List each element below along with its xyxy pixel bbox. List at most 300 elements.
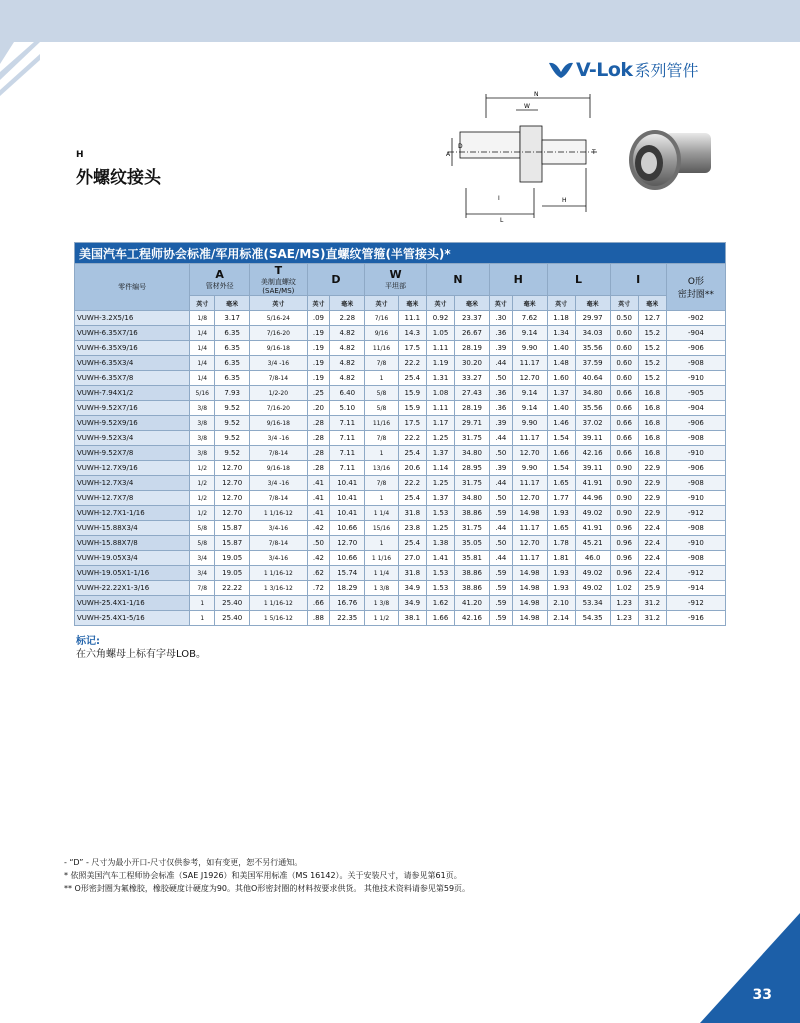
table-cell: .28 <box>307 446 330 461</box>
table-cell: 16.76 <box>330 596 365 611</box>
part-number-header: 零件编号 <box>75 264 190 311</box>
table-cell: .50 <box>307 536 330 551</box>
table-cell: .20 <box>307 401 330 416</box>
table-cell: 1/4 <box>190 371 215 386</box>
table-cell: .88 <box>307 611 330 626</box>
technical-drawing <box>438 88 608 228</box>
table-cell: 1.31 <box>426 371 454 386</box>
table-cell: .19 <box>307 326 330 341</box>
table-cell: 1 3/8 <box>365 596 399 611</box>
table-cell: 1.23 <box>610 611 638 626</box>
table-row <box>75 551 726 566</box>
dim-l-label: L <box>500 217 504 224</box>
table-cell: 22.35 <box>330 611 365 626</box>
table-cell: 0.60 <box>610 326 638 341</box>
table-row <box>75 611 726 626</box>
col-header-h: H <box>489 264 547 296</box>
table-cell: .25 <box>307 386 330 401</box>
table-cell: .28 <box>307 431 330 446</box>
table-cell: 1 <box>365 446 399 461</box>
table-cell: 5/8 <box>190 521 215 536</box>
table-cell: 0.60 <box>610 356 638 371</box>
table-cell: 31.2 <box>638 596 666 611</box>
table-cell: 1/2 <box>190 461 215 476</box>
table-cell: 0.66 <box>610 431 638 446</box>
table-cell: 35.81 <box>455 551 490 566</box>
table-cell: .41 <box>307 476 330 491</box>
table-cell: .59 <box>489 611 512 626</box>
table-cell: 12.70 <box>330 536 365 551</box>
part-number-cell: VUWH-9.52X7/8 <box>75 446 190 461</box>
table-cell: 1 5/16-12 <box>250 611 308 626</box>
table-row <box>75 476 726 491</box>
part-number-cell: VUWH-9.52X9/16 <box>75 416 190 431</box>
table-cell: -910 <box>666 446 725 461</box>
table-cell: 1.60 <box>547 371 575 386</box>
table-cell: 14.3 <box>398 326 426 341</box>
table-cell: 7/8-14 <box>250 371 308 386</box>
table-cell: 6.35 <box>215 326 250 341</box>
table-cell: -902 <box>666 311 725 326</box>
table-cell: .36 <box>489 386 512 401</box>
col-header-t: T 美制直螺纹 (SAE/MS) <box>250 264 308 296</box>
table-cell: 34.80 <box>455 491 490 506</box>
table-cell: 33.27 <box>455 371 490 386</box>
table-cell: 1 <box>365 536 399 551</box>
table-cell: 2.10 <box>547 596 575 611</box>
table-cell: 4.82 <box>330 341 365 356</box>
table-cell: -912 <box>666 566 725 581</box>
table-row <box>75 431 726 446</box>
unit-mm: 毫米 <box>330 296 365 311</box>
table-cell: 38.86 <box>455 566 490 581</box>
table-cell: 42.16 <box>455 611 490 626</box>
unit-mm: 毫米 <box>575 296 610 311</box>
table-cell: 9.90 <box>512 341 547 356</box>
table-cell: 3/4 -16 <box>250 431 308 446</box>
table-cell: 10.41 <box>330 476 365 491</box>
table-cell: 1/4 <box>190 326 215 341</box>
table-cell: 15.87 <box>215 521 250 536</box>
table-cell: 12.70 <box>215 461 250 476</box>
table-cell: 11.17 <box>512 356 547 371</box>
part-number-cell: VUWH-9.52X3/4 <box>75 431 190 446</box>
footnote: ** O形密封圈为氟橡胶，橡胶硬度计硬度为90。其他O形密封圈的材料按要求供货。 其他技术资料请参见第59页。 <box>64 884 471 893</box>
table-cell: .62 <box>307 566 330 581</box>
table-cell: 1.41 <box>426 551 454 566</box>
table-cell: 31.8 <box>398 566 426 581</box>
table-cell: .44 <box>489 521 512 536</box>
table-cell: -908 <box>666 476 725 491</box>
table-cell: -904 <box>666 326 725 341</box>
table-cell: 1.53 <box>426 581 454 596</box>
section-prefix: H <box>76 150 84 160</box>
table-cell: 39.11 <box>575 431 610 446</box>
table-cell: .50 <box>489 446 512 461</box>
table-cell: 5/16 <box>190 386 215 401</box>
table-cell: 12.70 <box>512 491 547 506</box>
table-cell: 26.67 <box>455 326 490 341</box>
table-cell: 25.40 <box>215 596 250 611</box>
table-cell: 16.8 <box>638 431 666 446</box>
table-cell: 3.17 <box>215 311 250 326</box>
table-cell: 25.4 <box>398 536 426 551</box>
table-cell: 4.82 <box>330 371 365 386</box>
table-cell: 9.90 <box>512 416 547 431</box>
table-cell: 25.4 <box>398 491 426 506</box>
table-cell: 14.98 <box>512 596 547 611</box>
table-cell: 12.70 <box>512 371 547 386</box>
table-cell: 22.2 <box>398 356 426 371</box>
table-cell: 7/8-14 <box>250 491 308 506</box>
unit-mm: 毫米 <box>455 296 490 311</box>
table-cell: 34.80 <box>575 386 610 401</box>
table-row <box>75 386 726 401</box>
col-header-i: I <box>610 264 666 296</box>
table-cell: 34.80 <box>455 446 490 461</box>
table-cell: .50 <box>489 536 512 551</box>
table-cell: 15.2 <box>638 371 666 386</box>
col-header-d: D <box>307 264 365 296</box>
table-cell: 9.52 <box>215 416 250 431</box>
table-cell: 6.35 <box>215 371 250 386</box>
table-cell: 15.74 <box>330 566 365 581</box>
table-cell: -908 <box>666 356 725 371</box>
table-cell: 1.25 <box>426 476 454 491</box>
table-cell: 14.98 <box>512 611 547 626</box>
table-cell: 1.65 <box>547 521 575 536</box>
table-cell: 3/4-16 <box>250 521 308 536</box>
table-cell: 46.0 <box>575 551 610 566</box>
table-cell: 31.75 <box>455 476 490 491</box>
table-cell: 1.53 <box>426 566 454 581</box>
table-cell: 2.14 <box>547 611 575 626</box>
table-cell: 22.4 <box>638 536 666 551</box>
table-caption: 美国汽车工程师协会标准/军用标准(SAE/MS)直螺纹管箍(半管接头)* <box>75 243 726 264</box>
table-cell: 3/8 <box>190 446 215 461</box>
table-cell: 1.37 <box>426 446 454 461</box>
table-cell: 5/8 <box>365 401 399 416</box>
unit-mm: 毫米 <box>398 296 426 311</box>
table-cell: 1 1/4 <box>365 506 399 521</box>
dim-a-label: A <box>446 151 451 158</box>
table-cell: -905 <box>666 386 725 401</box>
table-cell: 12.70 <box>512 446 547 461</box>
part-number-cell: VUWH-6.35X7/16 <box>75 326 190 341</box>
table-cell: 22.9 <box>638 491 666 506</box>
table-cell: .72 <box>307 581 330 596</box>
table-cell: 1.17 <box>426 416 454 431</box>
table-cell: 3/4-16 <box>250 551 308 566</box>
table-cell: 1 1/16-12 <box>250 596 308 611</box>
table-row <box>75 521 726 536</box>
table-cell: 25.9 <box>638 581 666 596</box>
table-cell: 1/2 <box>190 491 215 506</box>
table-cell: 9/16-18 <box>250 341 308 356</box>
table-cell: 1 <box>365 371 399 386</box>
table-cell: 9.52 <box>215 431 250 446</box>
table-cell: 40.64 <box>575 371 610 386</box>
unit-mm: 毫米 <box>215 296 250 311</box>
table-cell: 1.54 <box>547 461 575 476</box>
table-cell: 1 3/16-12 <box>250 581 308 596</box>
unit-inch: 英寸 <box>489 296 512 311</box>
table-cell: 17.5 <box>398 341 426 356</box>
table-cell: 0.90 <box>610 461 638 476</box>
table-row <box>75 401 726 416</box>
table-cell: 14.98 <box>512 566 547 581</box>
table-row <box>75 416 726 431</box>
table-cell: 9.52 <box>215 446 250 461</box>
table-cell: 18.29 <box>330 581 365 596</box>
table-cell: 0.50 <box>610 311 638 326</box>
table-cell: 12.7 <box>638 311 666 326</box>
table-cell: 7.11 <box>330 446 365 461</box>
table-cell: 1.81 <box>547 551 575 566</box>
table-cell: 1 1/16-12 <box>250 566 308 581</box>
table-row <box>75 371 726 386</box>
table-cell: 22.4 <box>638 551 666 566</box>
table-cell: 22.4 <box>638 566 666 581</box>
part-number-cell: VUWH-12.7X1-1/16 <box>75 506 190 521</box>
table-cell: 31.75 <box>455 431 490 446</box>
dim-t-label: T <box>592 149 596 156</box>
table-cell: 1.46 <box>547 416 575 431</box>
table-cell: 31.8 <box>398 506 426 521</box>
table-cell: 20.6 <box>398 461 426 476</box>
table-cell: 10.66 <box>330 551 365 566</box>
part-number-cell: VUWH-25.4X1-5/16 <box>75 611 190 626</box>
table-cell: 11.17 <box>512 521 547 536</box>
table-cell: 1.19 <box>426 356 454 371</box>
table-cell: 28.19 <box>455 341 490 356</box>
brand-logo <box>548 58 699 81</box>
col-header-w: W 平坦部 <box>365 264 427 296</box>
table-cell: 3/8 <box>190 401 215 416</box>
table-row <box>75 596 726 611</box>
table-cell: 1.48 <box>547 356 575 371</box>
table-cell: 1.11 <box>426 341 454 356</box>
table-cell: 16.8 <box>638 446 666 461</box>
table-cell: .36 <box>489 326 512 341</box>
table-cell: 1.53 <box>426 506 454 521</box>
table-cell: 7/8 <box>365 476 399 491</box>
table-cell: 11/16 <box>365 416 399 431</box>
table-cell: 29.71 <box>455 416 490 431</box>
table-cell: -906 <box>666 461 725 476</box>
col-header-l: L <box>547 264 610 296</box>
table-row <box>75 311 726 326</box>
table-body <box>75 311 726 626</box>
table-cell: 0.60 <box>610 371 638 386</box>
part-number-cell: VUWH-12.7X9/16 <box>75 461 190 476</box>
decorative-stripes <box>0 42 40 102</box>
part-number-cell: VUWH-19.05X1-1/16 <box>75 566 190 581</box>
table-cell: 38.1 <box>398 611 426 626</box>
table-cell: 38.86 <box>455 581 490 596</box>
table-cell: 22.4 <box>638 521 666 536</box>
table-cell: 41.91 <box>575 476 610 491</box>
table-cell: 7/8 <box>365 431 399 446</box>
table-cell: 0.90 <box>610 491 638 506</box>
table-cell: 44.96 <box>575 491 610 506</box>
table-cell: 0.96 <box>610 536 638 551</box>
table-cell: 1.66 <box>426 611 454 626</box>
table-cell: -914 <box>666 581 725 596</box>
table-cell: 38.86 <box>455 506 490 521</box>
part-number-cell: VUWH-12.7X7/8 <box>75 491 190 506</box>
table-cell: 6.35 <box>215 341 250 356</box>
table-cell: 12.70 <box>215 491 250 506</box>
table-cell: 3/4 <box>190 566 215 581</box>
table-cell: 7.11 <box>330 416 365 431</box>
table-cell: 7/8-14 <box>250 536 308 551</box>
table-row <box>75 566 726 581</box>
table-cell: 1.25 <box>426 521 454 536</box>
footnote: - “D” - 尺寸为最小开口-尺寸仅供参考，如有变更，恕不另行通知。 <box>64 858 303 867</box>
unit-inch: 英寸 <box>547 296 575 311</box>
col-header-n: N <box>426 264 489 296</box>
table-cell: 5/8 <box>365 386 399 401</box>
table-cell: 1.25 <box>426 431 454 446</box>
table-cell: 1.08 <box>426 386 454 401</box>
table-cell: 15.9 <box>398 401 426 416</box>
table-cell: 41.20 <box>455 596 490 611</box>
table-cell: 1 1/16-12 <box>250 506 308 521</box>
dim-n-label: N <box>534 91 539 98</box>
table-cell: .28 <box>307 416 330 431</box>
part-number-cell: VUWH-15.88X3/4 <box>75 521 190 536</box>
table-cell: 11.17 <box>512 551 547 566</box>
table-row <box>75 356 726 371</box>
table-cell: 7.93 <box>215 386 250 401</box>
table-cell: 16.8 <box>638 401 666 416</box>
col-header-a: A 管材外径 <box>190 264 250 296</box>
dim-w-label: W <box>524 103 530 110</box>
unit-inch: 英寸 <box>426 296 454 311</box>
table-cell: -904 <box>666 401 725 416</box>
table-cell: 0.66 <box>610 416 638 431</box>
table-cell: 1/2 <box>190 506 215 521</box>
table-header-row <box>75 264 726 296</box>
table-cell: .44 <box>489 551 512 566</box>
unit-inch: 英寸 <box>365 296 399 311</box>
table-cell: 6.35 <box>215 356 250 371</box>
table-cell: -906 <box>666 341 725 356</box>
dim-h-label: H <box>562 197 567 204</box>
table-cell: -908 <box>666 431 725 446</box>
part-number-cell: VUWH-15.88X7/8 <box>75 536 190 551</box>
table-cell: -912 <box>666 596 725 611</box>
table-cell: 1 <box>190 596 215 611</box>
table-cell: 9/16-18 <box>250 461 308 476</box>
table-cell: 1/4 <box>190 341 215 356</box>
unit-inch: 英寸 <box>250 296 308 311</box>
spec-table <box>74 242 726 626</box>
table-cell: 22.22 <box>215 581 250 596</box>
table-cell: 1.34 <box>547 326 575 341</box>
table-cell: 35.56 <box>575 341 610 356</box>
table-cell: 0.66 <box>610 446 638 461</box>
table-cell: 11.1 <box>398 311 426 326</box>
table-cell: 25.40 <box>215 611 250 626</box>
table-cell: .19 <box>307 341 330 356</box>
unit-inch: 英寸 <box>307 296 330 311</box>
table-cell: 1/4 <box>190 356 215 371</box>
table-cell: 0.90 <box>610 476 638 491</box>
table-cell: 19.05 <box>215 566 250 581</box>
table-cell: 2.28 <box>330 311 365 326</box>
table-cell: 5.10 <box>330 401 365 416</box>
table-cell: 28.19 <box>455 401 490 416</box>
table-cell: .59 <box>489 506 512 521</box>
table-cell: 9/16 <box>365 326 399 341</box>
table-cell: 7/8-14 <box>250 446 308 461</box>
table-cell: .28 <box>307 461 330 476</box>
table-row <box>75 461 726 476</box>
table-cell: .30 <box>489 311 512 326</box>
table-cell: 1.40 <box>547 341 575 356</box>
part-number-cell: VUWH-6.35X3/4 <box>75 356 190 371</box>
table-cell: 14.98 <box>512 581 547 596</box>
table-cell: .19 <box>307 356 330 371</box>
table-cell: 35.05 <box>455 536 490 551</box>
table-cell: 0.96 <box>610 566 638 581</box>
table-cell: 1.66 <box>547 446 575 461</box>
table-cell: 3/8 <box>190 431 215 446</box>
table-row <box>75 326 726 341</box>
table-cell: .19 <box>307 371 330 386</box>
table-cell: 4.82 <box>330 326 365 341</box>
dim-i-label: I <box>498 195 500 202</box>
table-cell: -906 <box>666 416 725 431</box>
table-cell: 1/2-20 <box>250 386 308 401</box>
table-cell: .36 <box>489 401 512 416</box>
part-number-cell: VUWH-19.05X3/4 <box>75 551 190 566</box>
table-cell: 13/16 <box>365 461 399 476</box>
table-cell: .59 <box>489 596 512 611</box>
table-cell: 53.34 <box>575 596 610 611</box>
table-cell: .59 <box>489 581 512 596</box>
table-cell: 9.14 <box>512 401 547 416</box>
table-cell: .39 <box>489 416 512 431</box>
table-cell: 1.37 <box>547 386 575 401</box>
table-cell: 7/16 <box>365 311 399 326</box>
table-cell: 0.96 <box>610 521 638 536</box>
table-cell: 11/16 <box>365 341 399 356</box>
table-cell: 3/4 -16 <box>250 476 308 491</box>
table-cell: 12.70 <box>215 506 250 521</box>
part-number-cell: VUWH-9.52X7/16 <box>75 401 190 416</box>
table-cell: 34.03 <box>575 326 610 341</box>
table-cell: 29.97 <box>575 311 610 326</box>
table-cell: 6.40 <box>330 386 365 401</box>
table-cell: .44 <box>489 476 512 491</box>
table-cell: 15.2 <box>638 341 666 356</box>
table-cell: .41 <box>307 506 330 521</box>
table-cell: 23.37 <box>455 311 490 326</box>
page-number: 33 <box>752 987 772 1003</box>
part-number-cell: VUWH-25.4X1-1/16 <box>75 596 190 611</box>
table-cell: 15.9 <box>398 386 426 401</box>
table-cell: 1.38 <box>426 536 454 551</box>
table-cell: 7/16-20 <box>250 401 308 416</box>
vlok-logo-icon <box>548 60 574 80</box>
table-cell: 22.9 <box>638 461 666 476</box>
table-cell: 17.5 <box>398 416 426 431</box>
table-cell: .50 <box>489 371 512 386</box>
table-cell: 1 <box>365 491 399 506</box>
